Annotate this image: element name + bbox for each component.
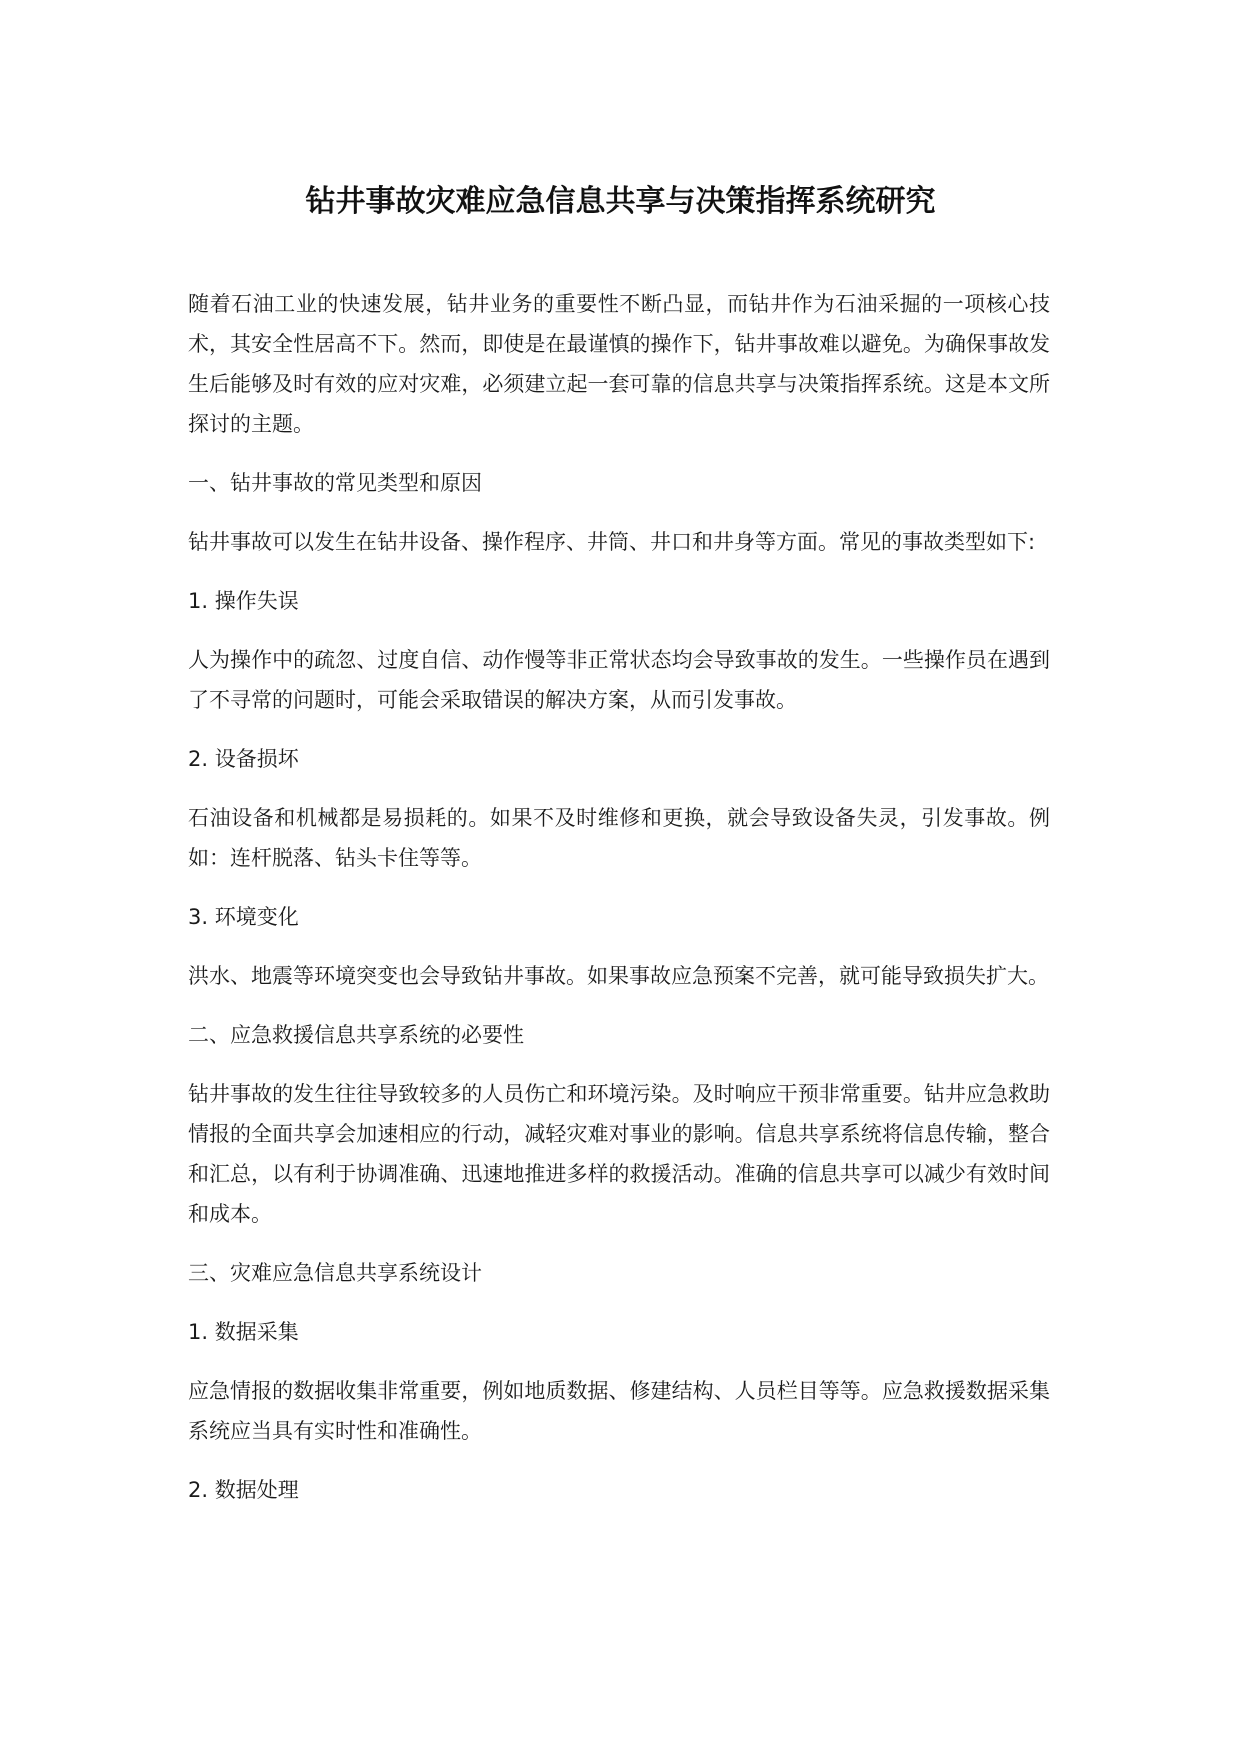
subheading-equipment-damage: 2. 设备损坏	[188, 747, 299, 771]
document-body	[188, 284, 1050, 1529]
section-1-paragraph: 钻井事故可以发生在钻井设备、操作程序、井筒、井口和井身等方面。常见的事故类型如下:	[188, 530, 1036, 554]
section-heading-1: 一、钻井事故的常见类型和原因	[188, 471, 482, 495]
document-title: 钻井事故灾难应急信息共享与决策指挥系统研究	[305, 184, 936, 219]
subheading-data-collection: 1. 数据采集	[188, 1320, 299, 1344]
data-collection-paragraph: 应急情报的数据收集非常重要，例如地质数据、修建结构、人员栏目等等。应急救援数据采集系统应当具有实时性和准确性。	[188, 1379, 1050, 1443]
subheading-operation-error: 1. 操作失误	[188, 589, 299, 613]
section-heading-2: 二、应急救援信息共享系统的必要性	[188, 1023, 524, 1047]
equipment-damage-paragraph: 石油设备和机械都是易损耗的。如果不及时维修和更换，就会导致设备失灵，引发事故。例如：连杆脱落、钻头卡住等等。	[188, 806, 1050, 870]
intro-paragraph: 随着石油工业的快速发展，钻井业务的重要性不断凸显，而钻井作为石油采掘的一项核心技术，其安全性居高不下。然而，即使是在最谨慎的操作下，钻井事故难以避免。为确保事故发生后能够及时有效的应对灾难，必须建立起一套可靠的信息共享与决策指挥系统。这是本文所探讨的主题。	[188, 292, 1050, 436]
subheading-environment-change: 3. 环境变化	[188, 905, 299, 929]
section-2-paragraph: 钻井事故的发生往往导致较多的人员伤亡和环境污染。及时响应干预非常重要。钻井应急救助情报的全面共享会加速相应的行动，减轻灾难对事业的影响。信息共享系统将信息传输，整合和汇总，以有利于协调准确、迅速地推进多样的救援活动。准确的信息共享可以减少有效时间和成本。	[188, 1082, 1050, 1226]
section-heading-3: 三、灾难应急信息共享系统设计	[188, 1261, 482, 1285]
environment-change-paragraph: 洪水、地震等环境突变也会导致钻井事故。如果事故应急预案不完善，就可能导致损失扩大。	[188, 964, 1049, 988]
subheading-data-processing: 2. 数据处理	[188, 1478, 299, 1502]
operation-error-paragraph: 人为操作中的疏忽、过度自信、动作慢等非正常状态均会导致事故的发生。一些操作员在遇到了不寻常的问题时，可能会采取错误的解决方案，从而引发事故。	[188, 648, 1050, 712]
